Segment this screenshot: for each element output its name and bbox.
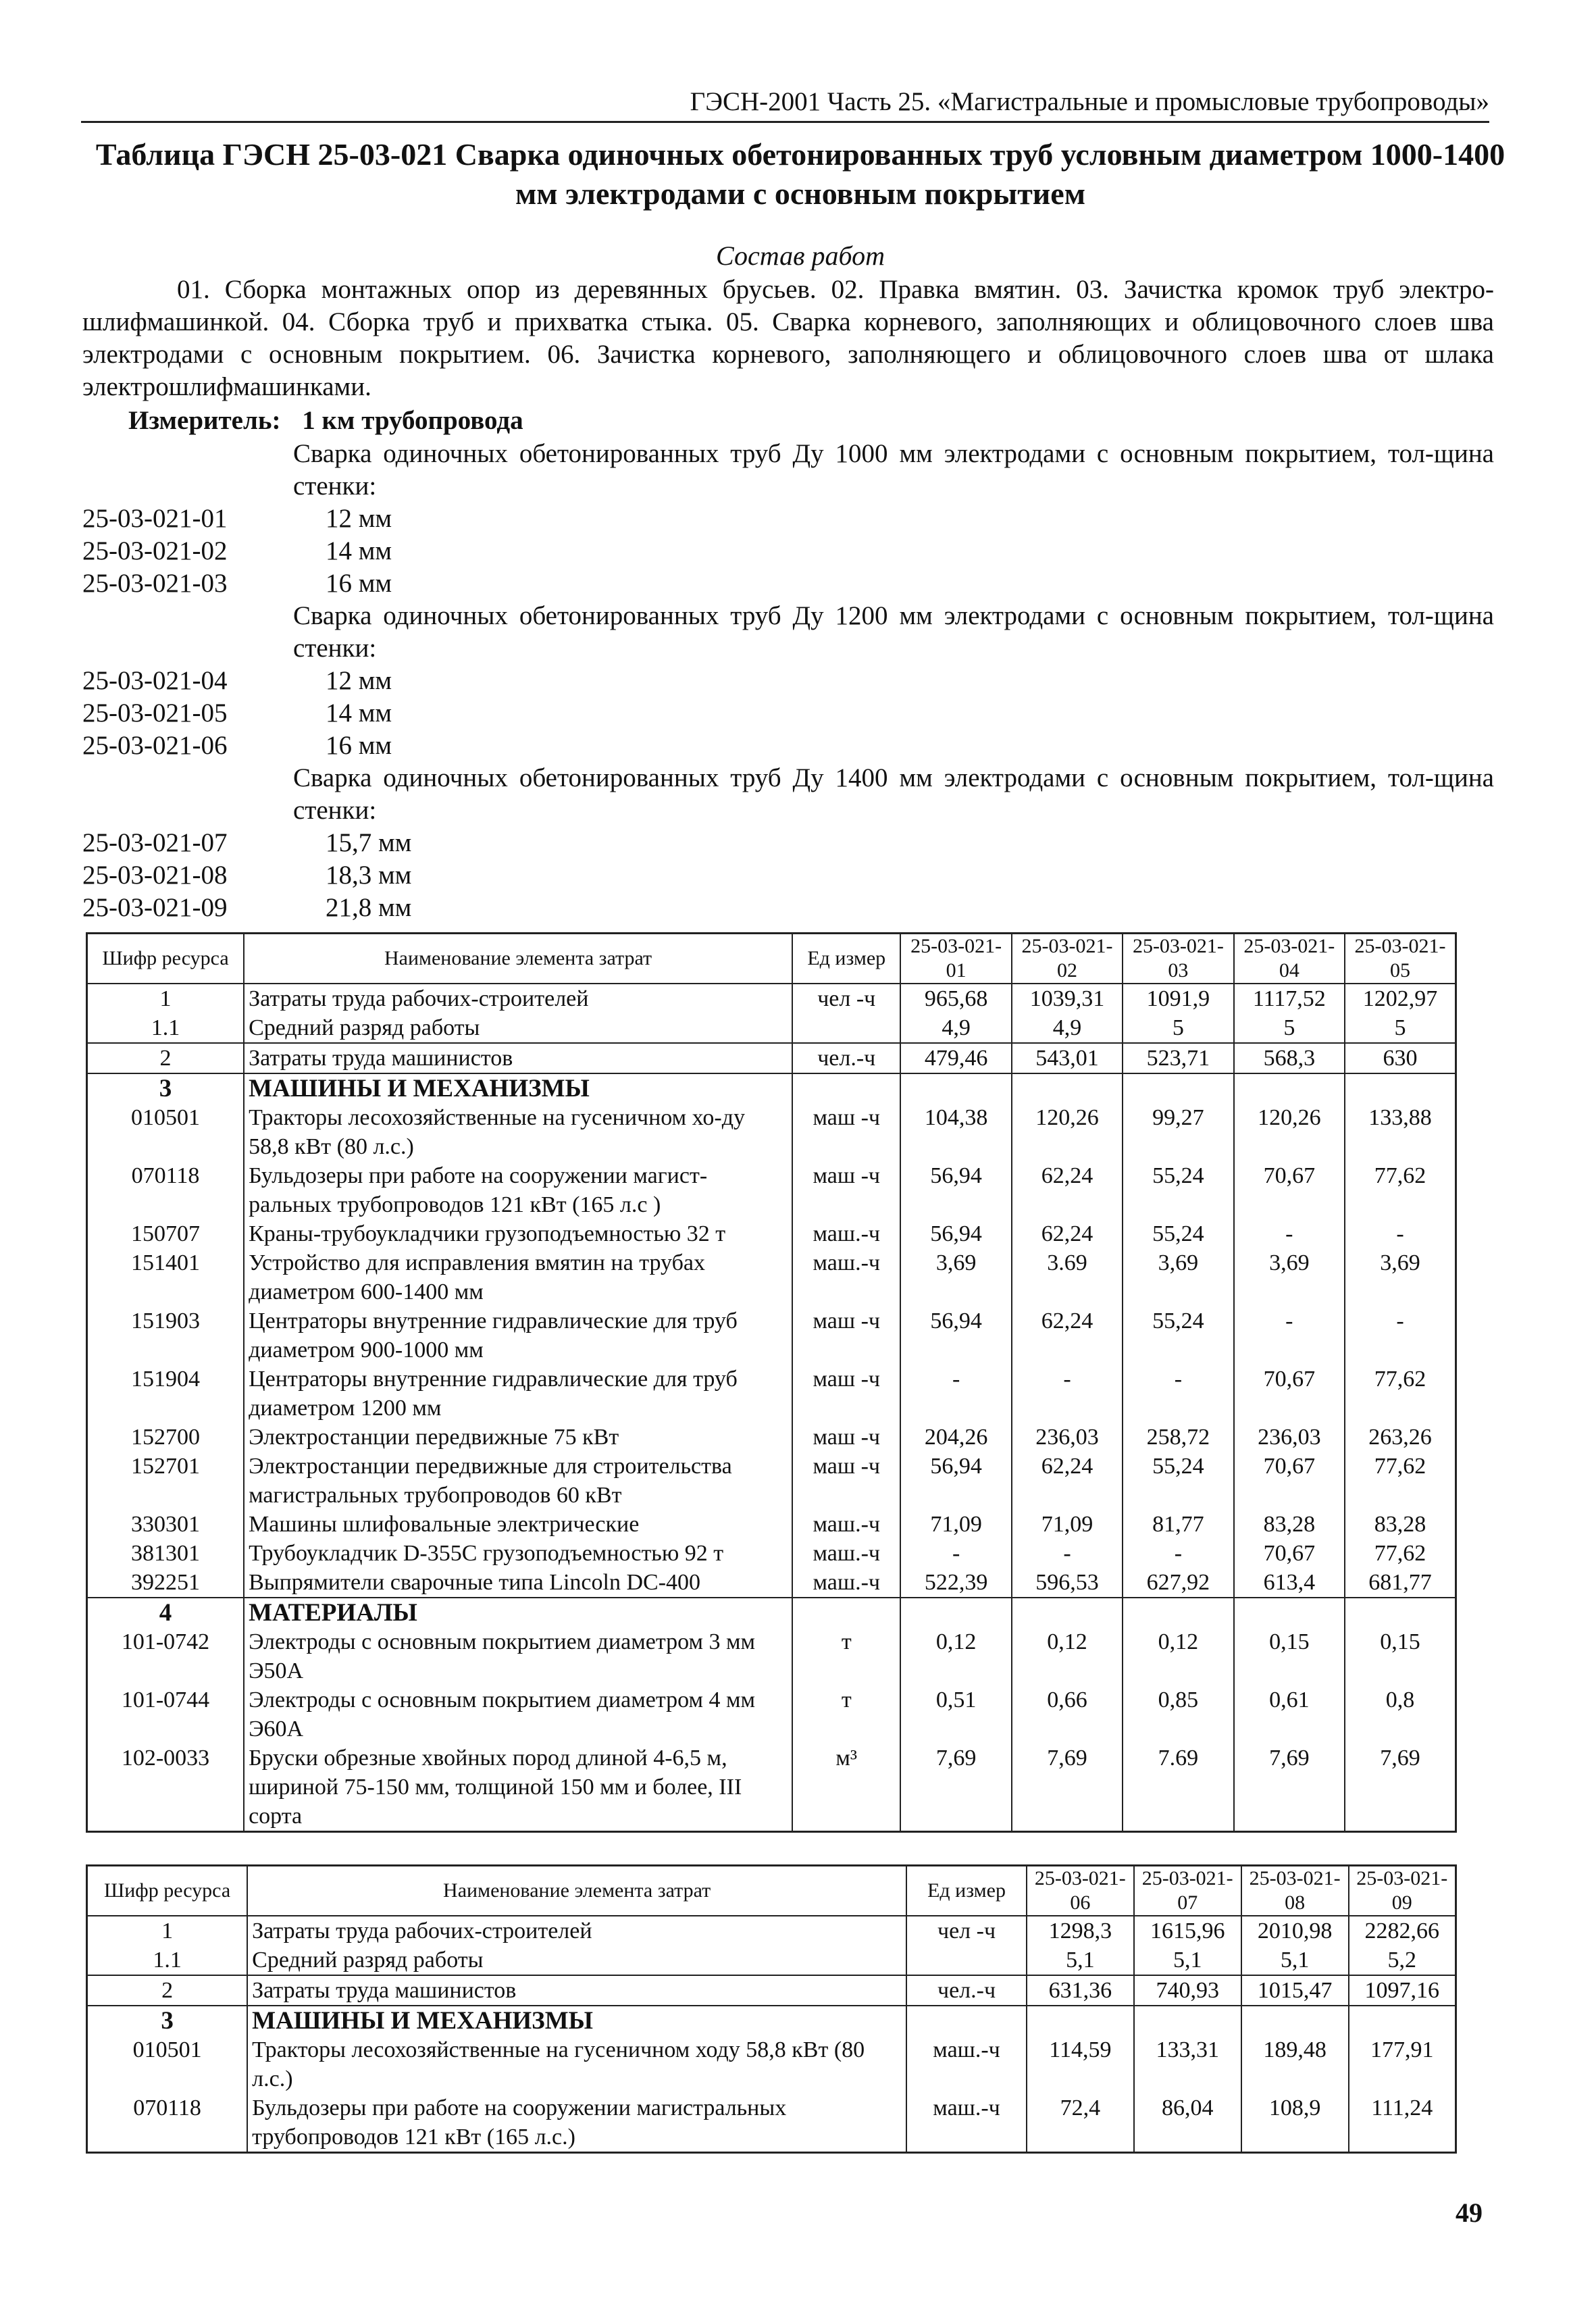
- value-cell: 0,61: [1234, 1685, 1345, 1744]
- value-cell: 4,9: [900, 1013, 1011, 1043]
- value-cell: [1234, 1598, 1345, 1627]
- value-cell: 3,69: [1234, 1248, 1345, 1306]
- value-cell: -: [1234, 1219, 1345, 1248]
- resource-code: 381301: [87, 1539, 244, 1568]
- unit: маш -ч: [792, 1161, 900, 1219]
- unit: [906, 1946, 1027, 1975]
- resource-code: 151903: [87, 1306, 244, 1365]
- value-cell: 120,26: [1012, 1103, 1123, 1161]
- unit: маш.-ч: [906, 2035, 1027, 2093]
- value-cell: 77,62: [1345, 1539, 1456, 1568]
- value-cell: 81,77: [1123, 1510, 1233, 1539]
- table-row: [87, 1043, 1456, 1073]
- unit: маш.-ч: [906, 2093, 1027, 2153]
- code: 25-03-021-03: [82, 569, 228, 598]
- resource-name: МАШИНЫ И МЕХАНИЗМЫ: [247, 2006, 906, 2035]
- unit: маш -ч: [792, 1306, 900, 1365]
- table-row: [87, 1248, 1456, 1306]
- resource-name: МАШИНЫ И МЕХАНИЗМЫ: [244, 1073, 792, 1103]
- value-cell: 204,26: [900, 1423, 1011, 1452]
- resource-table-1: [86, 932, 1457, 1833]
- code-row: [82, 567, 1494, 600]
- unit: маш.-ч: [792, 1568, 900, 1598]
- code-row: [82, 827, 1494, 859]
- value-cell: 0,51: [900, 1685, 1011, 1744]
- value-cell: 2010,98: [1241, 1916, 1349, 1946]
- value-cell: 55,24: [1123, 1161, 1233, 1219]
- resource-code: 2: [87, 1975, 248, 2006]
- table-row: [87, 1306, 1456, 1365]
- resource-code: 151401: [87, 1248, 244, 1306]
- resource-name: Бульдозеры при работе на сооружении магист-ральных трубопроводов 121 кВт (165 л.с ): [244, 1161, 792, 1219]
- value-cell: 177,91: [1349, 2035, 1456, 2093]
- wall-thickness: 16 мм: [326, 731, 392, 760]
- value-cell: -: [1345, 1219, 1456, 1248]
- value-cell: 133,31: [1134, 2035, 1241, 2093]
- value-cell: [1012, 1073, 1123, 1103]
- value-cell: 0,15: [1234, 1627, 1345, 1685]
- value-cell: 543,01: [1012, 1043, 1123, 1073]
- table-row: [87, 1423, 1456, 1452]
- value-cell: [1012, 1598, 1123, 1627]
- value-cell: [1241, 2006, 1349, 2035]
- value-cell: [1123, 1073, 1233, 1103]
- resource-code: 3: [87, 2006, 248, 2035]
- value-cell: 71,09: [900, 1510, 1011, 1539]
- value-cell: 56,94: [900, 1219, 1011, 1248]
- wall-thickness: 15,7 мм: [326, 828, 412, 857]
- resource-code: 010501: [87, 1103, 244, 1161]
- code: 25-03-021-07: [82, 828, 228, 857]
- code-row: [82, 697, 1494, 730]
- value-cell: -: [900, 1365, 1011, 1423]
- table-body: [87, 984, 1456, 1832]
- value-cell: 133,88: [1345, 1103, 1456, 1161]
- resource-name: Выпрямители сварочные типа Lincoln DC-400: [244, 1568, 792, 1598]
- value-cell: 83,28: [1234, 1510, 1345, 1539]
- value-cell: 2282,66: [1349, 1916, 1456, 1946]
- value-cell: 681,77: [1345, 1568, 1456, 1598]
- code-list: [82, 438, 1494, 924]
- value-cell: 7,69: [1345, 1744, 1456, 1832]
- resource-name: Средний разряд работы: [247, 1946, 906, 1975]
- value-cell: 0,85: [1123, 1685, 1233, 1744]
- unit: маш.-ч: [792, 1219, 900, 1248]
- header-col: 25-03-021-09: [1349, 1866, 1456, 1916]
- value-cell: 55,24: [1123, 1452, 1233, 1510]
- value-cell: 70,67: [1234, 1365, 1345, 1423]
- wall-thickness: 18,3 мм: [326, 861, 412, 890]
- unit: м³: [792, 1744, 900, 1832]
- unit: чел.-ч: [906, 1975, 1027, 2006]
- wall-thickness: 16 мм: [326, 569, 392, 598]
- value-cell: 4,9: [1012, 1013, 1123, 1043]
- value-cell: 0,66: [1012, 1685, 1123, 1744]
- unit: т: [792, 1685, 900, 1744]
- code-row: [82, 665, 1494, 697]
- value-cell: [1349, 2006, 1456, 2035]
- unit: чел.-ч: [792, 1043, 900, 1073]
- table-row: [87, 1365, 1456, 1423]
- value-cell: 5: [1123, 1013, 1233, 1043]
- resource-name: Затраты труда рабочих-строителей: [244, 984, 792, 1013]
- work-composition-heading: Состав работ: [716, 240, 885, 271]
- header-col: 25-03-021-01: [900, 934, 1011, 984]
- value-cell: -: [1012, 1365, 1123, 1423]
- value-cell: 5,1: [1027, 1946, 1134, 1975]
- value-cell: 56,94: [900, 1161, 1011, 1219]
- value-cell: 631,36: [1027, 1975, 1134, 2006]
- value-cell: 568,3: [1234, 1043, 1345, 1073]
- resource-name: Устройство для исправления вмятин на трубах диаметром 600-1400 мм: [244, 1248, 792, 1306]
- resource-table-2: [86, 1864, 1457, 2154]
- table-row: [87, 1975, 1456, 2006]
- header-col: 25-03-021-05: [1345, 934, 1456, 984]
- value-cell: 99,27: [1123, 1103, 1233, 1161]
- table-header-row: [87, 1866, 1456, 1916]
- resource-code: 101-0744: [87, 1685, 244, 1744]
- resource-code: 3: [87, 1073, 244, 1103]
- table-title: Таблица ГЭСН 25-03-021 Сварка одиночных обетонированных труб условным диаметром 1000-1400 мм электродами с основным покрытием: [95, 137, 1505, 211]
- resource-name: МАТЕРИАЛЫ: [244, 1598, 792, 1627]
- table-row: [87, 1103, 1456, 1161]
- value-cell: 77,62: [1345, 1365, 1456, 1423]
- code: 25-03-021-01: [82, 504, 228, 533]
- unit: чел -ч: [906, 1916, 1027, 1946]
- value-cell: 522,39: [900, 1568, 1011, 1598]
- resource-code: 1: [87, 984, 244, 1013]
- code-group: [82, 438, 1494, 600]
- unit: т: [792, 1627, 900, 1685]
- value-cell: 55,24: [1123, 1306, 1233, 1365]
- resource-name: Затраты труда рабочих-строителей: [247, 1916, 906, 1946]
- table-row: [87, 1916, 1456, 1946]
- value-cell: 5: [1345, 1013, 1456, 1043]
- value-cell: 83,28: [1345, 1510, 1456, 1539]
- code-row: [82, 859, 1494, 892]
- value-cell: [1345, 1073, 1456, 1103]
- table-header-row: [87, 934, 1456, 984]
- value-cell: 596,53: [1012, 1568, 1123, 1598]
- value-cell: 56,94: [900, 1452, 1011, 1510]
- unit: [792, 1013, 900, 1043]
- header-col: 25-03-021-03: [1123, 934, 1233, 984]
- header-col: 25-03-021-02: [1012, 934, 1123, 984]
- resource-name: Тракторы лесохозяйственные на гусеничном хо-ду 58,8 кВт (80 л.с.): [244, 1103, 792, 1161]
- value-cell: 62,24: [1012, 1161, 1123, 1219]
- value-cell: 236,03: [1012, 1423, 1123, 1452]
- table-row: [87, 1510, 1456, 1539]
- value-cell: 104,38: [900, 1103, 1011, 1161]
- value-cell: 0,12: [1123, 1627, 1233, 1685]
- resource-code: 010501: [87, 2035, 248, 2093]
- value-cell: 1298,3: [1027, 1916, 1134, 1946]
- value-cell: 120,26: [1234, 1103, 1345, 1161]
- table-body: [87, 1916, 1456, 2153]
- value-cell: 7,69: [1234, 1744, 1345, 1832]
- unit: [906, 2006, 1027, 2035]
- code: 25-03-021-02: [82, 536, 228, 565]
- value-cell: 965,68: [900, 984, 1011, 1013]
- section-row: [87, 2006, 1456, 2035]
- resource-name: Затраты труда машинистов: [244, 1043, 792, 1073]
- resource-name: Электроды с основным покрытием диаметром 3 мм Э50А: [244, 1627, 792, 1685]
- value-cell: -: [1012, 1539, 1123, 1568]
- work-composition-text: 01. Сборка монтажных опор из деревянных брусьев. 02. Правка вмятин. 03. Зачистка кромок труб электро-шлифмашинкой. 04. Сборка труб и прихватка стыка. 05. Сварка корневого, заполняющих и облицовочного слоев шва электродами с основным покрытием. 06. Зачистка корневого, заполняющего и облицовочного слоев шва от шлака электрошлифмашинками.: [82, 275, 1494, 401]
- meter-value: 1 км трубопровода: [302, 406, 523, 435]
- value-cell: 62,24: [1012, 1306, 1123, 1365]
- value-cell: 0,15: [1345, 1627, 1456, 1685]
- code-group-title: Сварка одиночных обетонированных труб Ду 1000 мм электродами с основным покрытием, тол-щина стенки:: [293, 439, 1494, 501]
- wall-thickness: 14 мм: [326, 698, 392, 728]
- table-row: [87, 2035, 1456, 2093]
- value-cell: [1134, 2006, 1241, 2035]
- value-cell: 5,1: [1241, 1946, 1349, 1975]
- resource-name: Электростанции передвижные для строительства магистральных трубопроводов 60 кВт: [244, 1452, 792, 1510]
- resource-code: 152701: [87, 1452, 244, 1510]
- value-cell: 55,24: [1123, 1219, 1233, 1248]
- unit: маш.-ч: [792, 1510, 900, 1539]
- header-unit: Ед измер: [906, 1866, 1027, 1916]
- header-col: 25-03-021-07: [1134, 1866, 1241, 1916]
- value-cell: 77,62: [1345, 1452, 1456, 1510]
- value-cell: [900, 1073, 1011, 1103]
- table-row: [87, 1568, 1456, 1598]
- resource-code: 2: [87, 1043, 244, 1073]
- value-cell: 56,94: [900, 1306, 1011, 1365]
- resource-code: 330301: [87, 1510, 244, 1539]
- value-cell: 62,24: [1012, 1452, 1123, 1510]
- value-cell: 114,59: [1027, 2035, 1134, 2093]
- code-group: [82, 762, 1494, 924]
- wall-thickness: 14 мм: [326, 536, 392, 565]
- table-row: [87, 1452, 1456, 1510]
- value-cell: 5,1: [1134, 1946, 1241, 1975]
- table-row: [87, 1744, 1456, 1832]
- wall-thickness: 21,8 мм: [326, 893, 412, 922]
- table-row: [87, 1946, 1456, 1975]
- resource-code: 1.1: [87, 1946, 248, 1975]
- resource-name: Тракторы лесохозяйственные на гусеничном ходу 58,8 кВт (80 л.с.): [247, 2035, 906, 2093]
- section-row: [87, 1598, 1456, 1627]
- value-cell: 3,69: [1123, 1248, 1233, 1306]
- resource-name: Бруски обрезные хвойных пород длиной 4-6,5 м, шириной 75-150 мм, толщиной 150 мм и более, III сорта: [244, 1744, 792, 1832]
- value-cell: 1091,9: [1123, 984, 1233, 1013]
- unit: маш -ч: [792, 1452, 900, 1510]
- table-row: [87, 2093, 1456, 2153]
- value-cell: 86,04: [1134, 2093, 1241, 2153]
- value-cell: 630: [1345, 1043, 1456, 1073]
- table-row: [87, 1685, 1456, 1744]
- header-col: 25-03-021-06: [1027, 1866, 1134, 1916]
- wall-thickness: 12 мм: [326, 504, 392, 533]
- value-cell: -: [1123, 1365, 1233, 1423]
- unit: [792, 1598, 900, 1627]
- resource-name: Краны-трубоукладчики грузоподъемностью 32 т: [244, 1219, 792, 1248]
- value-cell: 258,72: [1123, 1423, 1233, 1452]
- value-cell: 3.69: [1012, 1248, 1123, 1306]
- value-cell: 1039,31: [1012, 984, 1123, 1013]
- value-cell: 1615,96: [1134, 1916, 1241, 1946]
- value-cell: 1015,47: [1241, 1975, 1349, 2006]
- unit: маш.-ч: [792, 1248, 900, 1306]
- code: 25-03-021-05: [82, 698, 228, 728]
- code-group: [82, 600, 1494, 762]
- value-cell: 5: [1234, 1013, 1345, 1043]
- value-cell: 3,69: [900, 1248, 1011, 1306]
- resource-code: 4: [87, 1598, 244, 1627]
- value-cell: 613,4: [1234, 1568, 1345, 1598]
- unit: маш -ч: [792, 1365, 900, 1423]
- code-row: [82, 503, 1494, 535]
- unit: чел -ч: [792, 984, 900, 1013]
- resource-code: 1.1: [87, 1013, 244, 1043]
- value-cell: 0,8: [1345, 1685, 1456, 1744]
- value-cell: -: [1345, 1306, 1456, 1365]
- resource-code: 070118: [87, 1161, 244, 1219]
- resource-code: 392251: [87, 1568, 244, 1598]
- value-cell: 77,62: [1345, 1161, 1456, 1219]
- resource-name: Средний разряд работы: [244, 1013, 792, 1043]
- value-cell: 0,12: [1012, 1627, 1123, 1685]
- table-row: [87, 1161, 1456, 1219]
- value-cell: 62,24: [1012, 1219, 1123, 1248]
- running-header: ГЭСН-2001 Часть 25. «Магистральные и промысловые трубопроводы»: [81, 86, 1489, 123]
- resource-code: 150707: [87, 1219, 244, 1248]
- unit: маш.-ч: [792, 1539, 900, 1568]
- value-cell: -: [1123, 1539, 1233, 1568]
- code: 25-03-021-08: [82, 861, 228, 890]
- value-cell: [1123, 1598, 1233, 1627]
- header-col: 25-03-021-08: [1241, 1866, 1349, 1916]
- code-row: [82, 730, 1494, 762]
- code: 25-03-021-09: [82, 893, 228, 922]
- value-cell: 523,71: [1123, 1043, 1233, 1073]
- unit: [792, 1073, 900, 1103]
- value-cell: 1117,52: [1234, 984, 1345, 1013]
- value-cell: 479,46: [900, 1043, 1011, 1073]
- value-cell: 70,67: [1234, 1539, 1345, 1568]
- header-unit: Ед измер: [792, 934, 900, 984]
- resource-code: 1: [87, 1916, 248, 1946]
- wall-thickness: 12 мм: [326, 666, 392, 695]
- code-group-title: Сварка одиночных обетонированных труб Ду 1400 мм электродами с основным покрытием, тол-щина стенки:: [293, 763, 1494, 825]
- resource-name: Центраторы внутренние гидравлические для труб диаметром 1200 мм: [244, 1365, 792, 1423]
- value-cell: 3,69: [1345, 1248, 1456, 1306]
- value-cell: [1345, 1598, 1456, 1627]
- value-cell: 1202,97: [1345, 984, 1456, 1013]
- value-cell: [1234, 1073, 1345, 1103]
- unit: маш -ч: [792, 1103, 900, 1161]
- resource-code: 070118: [87, 2093, 248, 2153]
- value-cell: 5,2: [1349, 1946, 1456, 1975]
- table-row: [87, 984, 1456, 1013]
- value-cell: 108,9: [1241, 2093, 1349, 2153]
- value-cell: 189,48: [1241, 2035, 1349, 2093]
- resource-name: Трубоукладчик D-355C грузоподъемностью 92 т: [244, 1539, 792, 1568]
- meter-label: Измеритель:: [128, 406, 281, 435]
- value-cell: [1027, 2006, 1134, 2035]
- resource-code: 102-0033: [87, 1744, 244, 1832]
- value-cell: [900, 1598, 1011, 1627]
- value-cell: 111,24: [1349, 2093, 1456, 2153]
- header-name: Наименование элемента затрат: [247, 1866, 906, 1916]
- header-col: 25-03-021-04: [1234, 934, 1345, 984]
- value-cell: -: [900, 1539, 1011, 1568]
- meter-line: [128, 405, 538, 436]
- resource-name: Затраты труда машинистов: [247, 1975, 906, 2006]
- resource-code: 151904: [87, 1365, 244, 1423]
- resource-name: Бульдозеры при работе на сооружении магистральных трубопроводов 121 кВт (165 л.с.): [247, 2093, 906, 2153]
- code-row: [82, 892, 1494, 924]
- value-cell: 72,4: [1027, 2093, 1134, 2153]
- section-row: [87, 1073, 1456, 1103]
- resource-name: Электроды с основным покрытием диаметром 4 мм Э60А: [244, 1685, 792, 1744]
- value-cell: 70,67: [1234, 1161, 1345, 1219]
- header-name: Наименование элемента затрат: [244, 934, 792, 984]
- table-row: [87, 1539, 1456, 1568]
- header-code: Шифр ресурса: [87, 934, 244, 984]
- resource-code: 152700: [87, 1423, 244, 1452]
- header-code: Шифр ресурса: [87, 1866, 248, 1916]
- table-row: [87, 1219, 1456, 1248]
- resource-name: Центраторы внутренние гидравлические для труб диаметром 900-1000 мм: [244, 1306, 792, 1365]
- page-number: 49: [1456, 2197, 1483, 2228]
- table-row: [87, 1013, 1456, 1043]
- table-row: [87, 1627, 1456, 1685]
- resource-name: Машины шлифовальные электрические: [244, 1510, 792, 1539]
- value-cell: 7,69: [1012, 1744, 1123, 1832]
- unit: маш -ч: [792, 1423, 900, 1452]
- code: 25-03-021-06: [82, 731, 228, 760]
- code-row: [82, 535, 1494, 567]
- value-cell: 7,69: [900, 1744, 1011, 1832]
- value-cell: 7.69: [1123, 1744, 1233, 1832]
- value-cell: 1097,16: [1349, 1975, 1456, 2006]
- value-cell: 740,93: [1134, 1975, 1241, 2006]
- code-group-title: Сварка одиночных обетонированных труб Ду 1200 мм электродами с основным покрытием, тол-щина стенки:: [293, 601, 1494, 663]
- resource-code: 101-0742: [87, 1627, 244, 1685]
- value-cell: 627,92: [1123, 1568, 1233, 1598]
- value-cell: -: [1234, 1306, 1345, 1365]
- value-cell: 263,26: [1345, 1423, 1456, 1452]
- value-cell: 70,67: [1234, 1452, 1345, 1510]
- code: 25-03-021-04: [82, 666, 228, 695]
- value-cell: 71,09: [1012, 1510, 1123, 1539]
- value-cell: 0,12: [900, 1627, 1011, 1685]
- value-cell: 236,03: [1234, 1423, 1345, 1452]
- resource-name: Электростанции передвижные 75 кВт: [244, 1423, 792, 1452]
